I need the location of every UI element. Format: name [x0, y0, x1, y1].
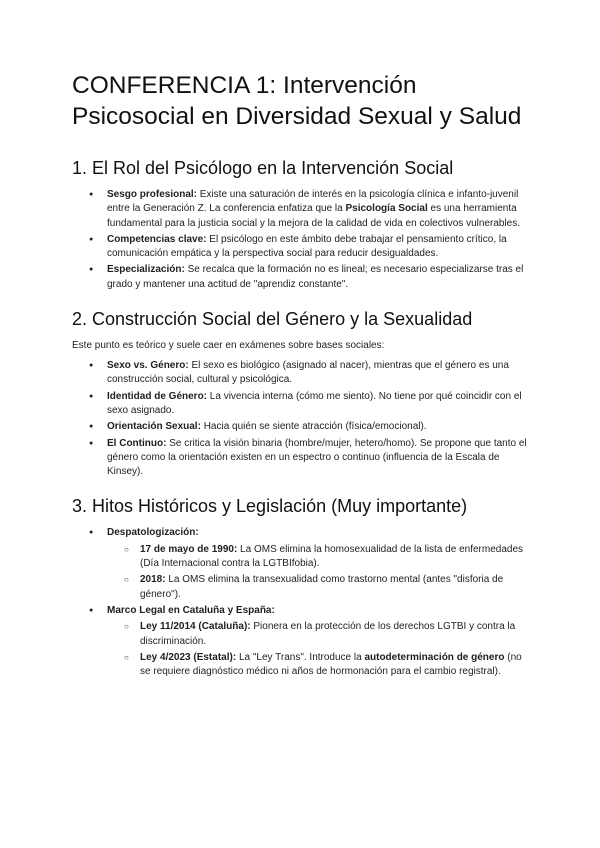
item-text: Existe una saturación de interés en la psicología clínica e infanto-juvenil entre la Generación Z. La conferencia enfatiza que la	[107, 189, 519, 215]
list-item	[72, 359, 534, 388]
item-label: Especialización:	[107, 264, 185, 276]
item-text: Se critica la visión binaria (hombre/mujer, hetero/homo). Se propone que tanto el género como la orientación existen en un espectro o continuo (influencia de la Escala de Kinsey).	[107, 437, 527, 478]
document-title: CONFERENCIA 1: Intervención Psicosocial en Diversidad Sexual y Salud	[72, 72, 522, 130]
section-1	[72, 157, 534, 292]
sub-list-item	[107, 573, 534, 602]
list-item	[72, 263, 534, 292]
item-text: Hacia quién se siente atracción (física/emocional).	[200, 421, 427, 433]
list-item	[72, 390, 534, 419]
item-label: Orientación Sexual:	[107, 421, 201, 433]
item-label: Competencias clave:	[107, 233, 207, 245]
item-text: La OMS elimina la homosexualidad de la lista de enfermedades (Día Internacional contra la LGTBIfobia).	[140, 543, 523, 570]
item-label: Identidad de Género:	[107, 390, 208, 402]
item-label: 17 de mayo de 1990:	[140, 543, 238, 555]
section-2-intro: Este punto es teórico y suele caer en exámenes sobre bases sociales:	[72, 340, 385, 352]
item-text: (no se requiere diagnóstico médico ni años de hormonación para el cambio registral).	[140, 651, 522, 678]
section-2	[72, 308, 534, 479]
sub-list	[107, 620, 534, 679]
sub-list-item	[107, 651, 534, 680]
item-label: Despatologización:	[107, 527, 199, 539]
item-label: Sexo vs. Género:	[107, 360, 189, 372]
list-item	[72, 420, 534, 434]
item-text: El sexo es biológico (asignado al nacer), mientras que el género es una construcción social, cultural y psicológica.	[107, 360, 509, 386]
section-2-heading: 2. Construcción Social del Género y la Sexualidad	[72, 309, 473, 330]
section-2-list	[72, 359, 534, 479]
item-text: Pionera en la protección de los derechos LGTBI y contra la discriminación.	[140, 621, 516, 647]
item-text: Se recalca que la formación no es lineal; es necesario especializarse tras el grado y mantener una actitud de "aprendiz constante".	[107, 264, 524, 290]
sub-list-item	[107, 543, 534, 572]
item-text: El psicólogo en este ámbito debe trabajar el pensamiento crítico, la comunicación empática y la perspectiva social para reducir desigualdades.	[107, 233, 507, 260]
item-label: Marco Legal en Cataluña y España:	[107, 604, 275, 616]
sub-list-item	[107, 620, 534, 649]
item-text: es una herramienta fundamental para la justicia social y la mejora de la calidad de vida en colectivos vulnerables.	[107, 203, 521, 229]
item-text: La "Ley Trans". Introduce la	[236, 651, 365, 663]
item-text: La OMS elimina la transexualidad como trastorno mental (antes "disforia de género").	[140, 574, 504, 600]
item-label: Ley 4/2023 (Estatal):	[140, 651, 237, 663]
section-1-list	[72, 188, 534, 292]
list-item	[72, 437, 534, 480]
section-1-heading: 1. El Rol del Psicólogo en la Intervención Social	[72, 158, 454, 178]
item-label: Sesgo profesional:	[107, 189, 198, 200]
item-label: El Continuo:	[107, 437, 167, 449]
list-item	[72, 604, 534, 679]
item-label: 2018:	[140, 574, 166, 586]
list-item	[72, 233, 534, 262]
list-item	[72, 188, 534, 231]
item-emphasis: Psicología Social	[345, 203, 428, 215]
item-label: Ley 11/2014 (Cataluña):	[140, 621, 251, 633]
section-3-list	[72, 526, 534, 679]
section-3-heading: 3. Hitos Históricos y Legislación (Muy importante)	[72, 496, 468, 517]
sub-list	[107, 543, 534, 602]
document-content	[72, 70, 534, 695]
item-emphasis: autodeterminación de género	[364, 651, 505, 663]
item-text: La vivencia interna (cómo me siento). No tiene por qué coincidir con el sexo asignado.	[107, 390, 522, 416]
section-3	[72, 495, 534, 679]
list-item	[72, 526, 534, 601]
